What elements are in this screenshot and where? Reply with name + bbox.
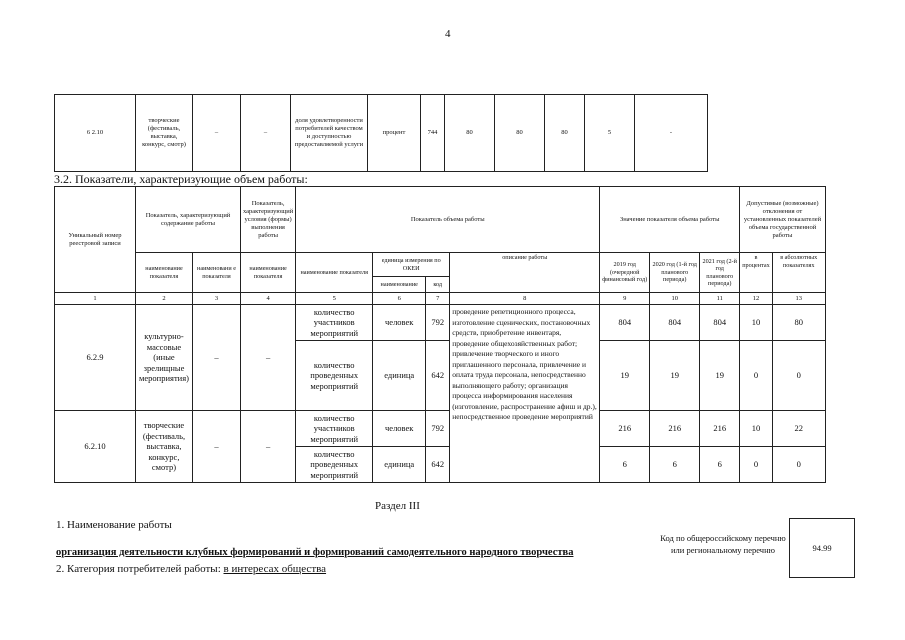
unit-code: 642 [426,447,450,483]
value-2020: 19 [650,341,700,411]
section-heading: Раздел III [375,500,420,512]
top-table [54,94,708,172]
cell: 5 [585,95,635,172]
col-number: 7 [426,293,450,305]
code-value: 94.99 [812,543,832,553]
header-percent: в процентах [740,253,773,293]
page-number: 4 [445,28,451,40]
header-okei-name: наименование [373,277,426,293]
content-name: творческие (фестиваль, выставка, конкурс, смотр) [136,411,193,483]
header-2019: 2019 год (очередной финансовый год) [600,253,650,293]
deviation-percent: 0 [740,447,773,483]
table-row [55,305,826,341]
value-2019: 6 [600,447,650,483]
col-number: 2 [136,293,193,305]
header-content: Показатель, характеризующий содержание работы [136,187,241,253]
col-number: 1 [55,293,136,305]
value-2020: 804 [650,305,700,341]
value-2019: 216 [600,411,650,447]
value-2021: 804 [700,305,740,341]
header-absolute: в абсолютных показателях [772,253,825,293]
cell: 744 [421,95,445,172]
col-number: 11 [700,293,740,305]
header-okei: единица измерения по ОКЕИ [373,253,450,277]
code-label: Код по общероссийскому перечню или региональному перечню [660,533,786,555]
indicator-name: количество проведенных мероприятий [296,447,373,483]
category-value: в интересах общества [223,563,327,575]
cell: творческие (фестиваль, выставка, конкурс, смотр) [136,95,193,172]
cell: – [193,95,241,172]
header-value: Значение показателя объема работы [600,187,740,253]
content-2: – [193,411,241,483]
deviation-percent: 0 [740,341,773,411]
unit-name: человек [373,305,426,341]
header-2020: 2020 год (1-й год планового периода) [650,253,700,293]
work-name-value: организация деятельности клубных формирований и формирований самодеятельного народного творчества [56,547,574,558]
cell: процент [368,95,421,172]
top-table-row [55,95,708,172]
col-number: 13 [772,293,825,305]
unit-name: единица [373,447,426,483]
header-conditions: Показатель, характеризующий условия (формы) выполнения работы [241,187,296,253]
condition: – [241,411,296,483]
category-label: 2. Категория потребителей работы: [56,563,224,575]
volume-table [54,186,826,483]
col-number: 9 [600,293,650,305]
table-row [55,411,826,447]
work-description: проведение репетиционного процесса, изготовление сценических, постановочных средств, приобретение инвентаря, проведение общехозяйственных работ; привлечение творческого и иного приглашенного персонала, привлечение и оплата труда персонала, непосредственно выполняющего работу; организация процесса информирования населения (изготовление, распространение афиш и др.), непосредственное проведение мероприятий [450,305,600,483]
value-2021: 19 [700,341,740,411]
indicator-name: количество участников мероприятий [296,411,373,447]
work-name-label: 1. Наименование работы [56,519,172,531]
cell: 6 2.10 [55,95,136,172]
code-box [789,518,855,578]
col-number: 3 [193,293,241,305]
value-2021: 216 [700,411,740,447]
col-number: 12 [740,293,773,305]
col-number: 5 [296,293,373,305]
deviation-absolute: 0 [772,447,825,483]
deviation-absolute: 0 [772,341,825,411]
header-row [55,187,826,253]
header-2021: 2021 год (2-й год планового периода) [700,253,740,293]
deviation-absolute: 80 [772,305,825,341]
header-name-1: наименование показателя [136,253,193,293]
unit-name: человек [373,411,426,447]
col-number: 10 [650,293,700,305]
header-description: описание работы [450,253,600,293]
value-2019: 19 [600,341,650,411]
content-name: культурно-массовые (иные зрелищные мероприятия) [136,305,193,411]
col-number: 4 [241,293,296,305]
unit-code: 792 [426,305,450,341]
col-number: 6 [373,293,426,305]
value-2019: 804 [600,305,650,341]
cell: - [635,95,708,172]
registry-code: 6.2.10 [55,411,136,483]
unit-code: 642 [426,341,450,411]
indicator-name: количество проведенных мероприятий [296,341,373,411]
condition: – [241,305,296,411]
consumer-category [56,563,326,575]
header-name-2: наименовани е показателя [193,253,241,293]
value-2021: 6 [700,447,740,483]
column-number-row [55,293,826,305]
cell: 80 [445,95,495,172]
header-name-4: наименование показателя [296,253,373,293]
unit-code: 792 [426,411,450,447]
cell: 80 [545,95,585,172]
unit-name: единица [373,341,426,411]
deviation-percent: 10 [740,411,773,447]
header-deviation: Допустимые (возможные) отклонения от установленных показателей объема государственной работы [740,187,826,253]
col-number: 8 [450,293,600,305]
value-2020: 216 [650,411,700,447]
registry-code: 6.2.9 [55,305,136,411]
cell: 80 [495,95,545,172]
content-2: – [193,305,241,411]
subheader-row [55,253,826,277]
header-name-3: наименование показателя [241,253,296,293]
indicator-name: количество участников мероприятий [296,305,373,341]
cell: доля удовлетворенности потребителей качеством и доступностью предоставляемой услуги [291,95,368,172]
deviation-percent: 10 [740,305,773,341]
deviation-absolute: 22 [772,411,825,447]
header-unique-no: Уникальный номер реестровой записи [55,187,136,293]
header-okei-code: код [426,277,450,293]
value-2020: 6 [650,447,700,483]
section-title: 3.2. Показатели, характеризующие объем работы: [54,172,308,186]
cell: – [241,95,291,172]
header-volume: Показатель объема работы [296,187,600,253]
